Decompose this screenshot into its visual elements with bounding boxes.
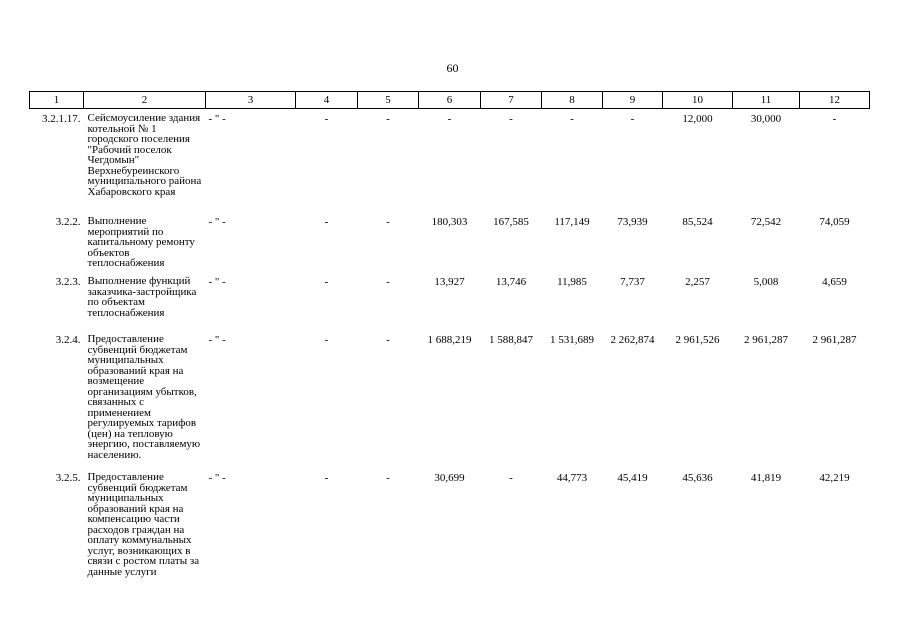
- col-header-2: 2: [84, 92, 206, 109]
- col-header-7: 7: [481, 92, 542, 109]
- cell-col-11: 30,000: [750, 113, 782, 125]
- cell-col-10: 12,000: [682, 113, 713, 125]
- cell-col-10: 45,636: [682, 472, 713, 484]
- cell-col-11: 72,542: [750, 216, 782, 228]
- row-description: Сейсмоусиление здания котельной № 1 городского поселения "Рабочий поселок Чегдомын" Верхнебуреинского муниципального района Хабаровского края: [87, 112, 202, 198]
- cell-col-3: - " -: [208, 334, 226, 346]
- cell-col-6: 180,303: [431, 216, 468, 228]
- col-header-10: 10: [663, 92, 733, 109]
- table-row: [30, 214, 870, 274]
- cell-col-4: -: [324, 472, 329, 484]
- cell-col-6: 13,927: [434, 276, 465, 288]
- col-header-1: 1: [30, 92, 84, 109]
- cell-col-11: 2 961,287: [744, 334, 788, 346]
- col-header-12: 12: [800, 92, 870, 109]
- cell-col-5: -: [386, 216, 390, 228]
- cell-col-9: 7,737: [620, 276, 645, 288]
- row-number: 3.2.5.: [55, 472, 81, 484]
- cell-col-9: 2 262,874: [610, 334, 655, 346]
- cell-col-5: -: [386, 113, 390, 125]
- cell-col-9: 73,939: [617, 216, 648, 228]
- row-description: Выполнение функций заказчика-застройщика по объектам теплоснабжения: [87, 275, 197, 319]
- col-header-3: 3: [206, 92, 296, 109]
- cell-col-3: - " -: [208, 113, 226, 125]
- table-row: [30, 109, 870, 215]
- col-header-4: 4: [296, 92, 358, 109]
- col-header-9: 9: [603, 92, 663, 109]
- row-number: 3.2.1.17.: [42, 113, 81, 125]
- cell-col-12: 42,219: [819, 472, 850, 484]
- cell-col-4: -: [324, 216, 329, 228]
- cell-col-6: 30,699: [434, 472, 465, 484]
- row-description: Выполнение мероприятий по капитальному ремонту объектов теплоснабжения: [87, 215, 195, 269]
- cell-col-12: 74,059: [819, 216, 850, 228]
- cell-col-4: -: [324, 334, 329, 346]
- cell-col-7: -: [509, 113, 513, 125]
- program-table: [29, 91, 870, 592]
- cell-col-5: -: [386, 276, 390, 288]
- cell-col-3: - " -: [208, 276, 226, 288]
- cell-col-8: -: [570, 113, 574, 125]
- cell-col-10: 2,257: [685, 276, 710, 288]
- table-row: [30, 274, 870, 332]
- cell-col-9: 45,419: [617, 472, 648, 484]
- table-row: [30, 470, 870, 592]
- table-row: [30, 332, 870, 470]
- col-header-8: 8: [542, 92, 603, 109]
- cell-col-10: 2 961,526: [675, 334, 720, 346]
- row-number: 3.2.2.: [55, 216, 81, 228]
- cell-col-11: 41,819: [750, 472, 782, 484]
- row-description: Предоставление субвенций бюджетам муниципальных образований края на компенсацию части расходов граждан на оплату коммунальных услуг, возникающих в связи с ростом платы за данные услуги: [87, 471, 200, 578]
- cell-col-11: 5,008: [753, 276, 779, 288]
- cell-col-6: 1 688,219: [427, 334, 472, 346]
- row-description: Предоставление субвенций бюджетам муниципальных образований края на возмещение организациям убытков, связанных с применением регулируемых тарифов (цен) на тепловую энергию, поставляемую населению.: [87, 333, 201, 461]
- cell-col-9: -: [630, 113, 635, 125]
- cell-col-4: -: [324, 276, 329, 288]
- cell-col-8: 1 531,689: [550, 334, 594, 346]
- cell-col-7: 13,746: [495, 276, 527, 288]
- cell-col-8: 44,773: [556, 472, 588, 484]
- cell-col-4: -: [324, 113, 329, 125]
- cell-col-12: 4,659: [822, 276, 847, 288]
- cell-col-7: -: [509, 472, 513, 484]
- col-header-6: 6: [419, 92, 481, 109]
- cell-col-5: -: [386, 334, 390, 346]
- cell-col-8: 117,149: [554, 216, 590, 228]
- cell-col-7: 167,585: [493, 216, 529, 228]
- col-header-11: 11: [733, 92, 800, 109]
- page-number: 60: [446, 61, 459, 75]
- cell-col-12: -: [832, 113, 837, 125]
- col-header-5: 5: [358, 92, 419, 109]
- cell-col-6: -: [447, 113, 452, 125]
- cell-col-7: 1 588,847: [489, 334, 533, 346]
- cell-col-3: - " -: [208, 216, 226, 228]
- header-row: [30, 92, 870, 109]
- row-number: 3.2.3.: [55, 276, 81, 288]
- cell-col-10: 85,524: [682, 216, 713, 228]
- cell-col-12: 2 961,287: [812, 334, 857, 346]
- cell-col-3: - " -: [208, 472, 226, 484]
- cell-col-5: -: [386, 472, 390, 484]
- row-number: 3.2.4.: [55, 334, 81, 346]
- cell-col-8: 11,985: [557, 276, 587, 288]
